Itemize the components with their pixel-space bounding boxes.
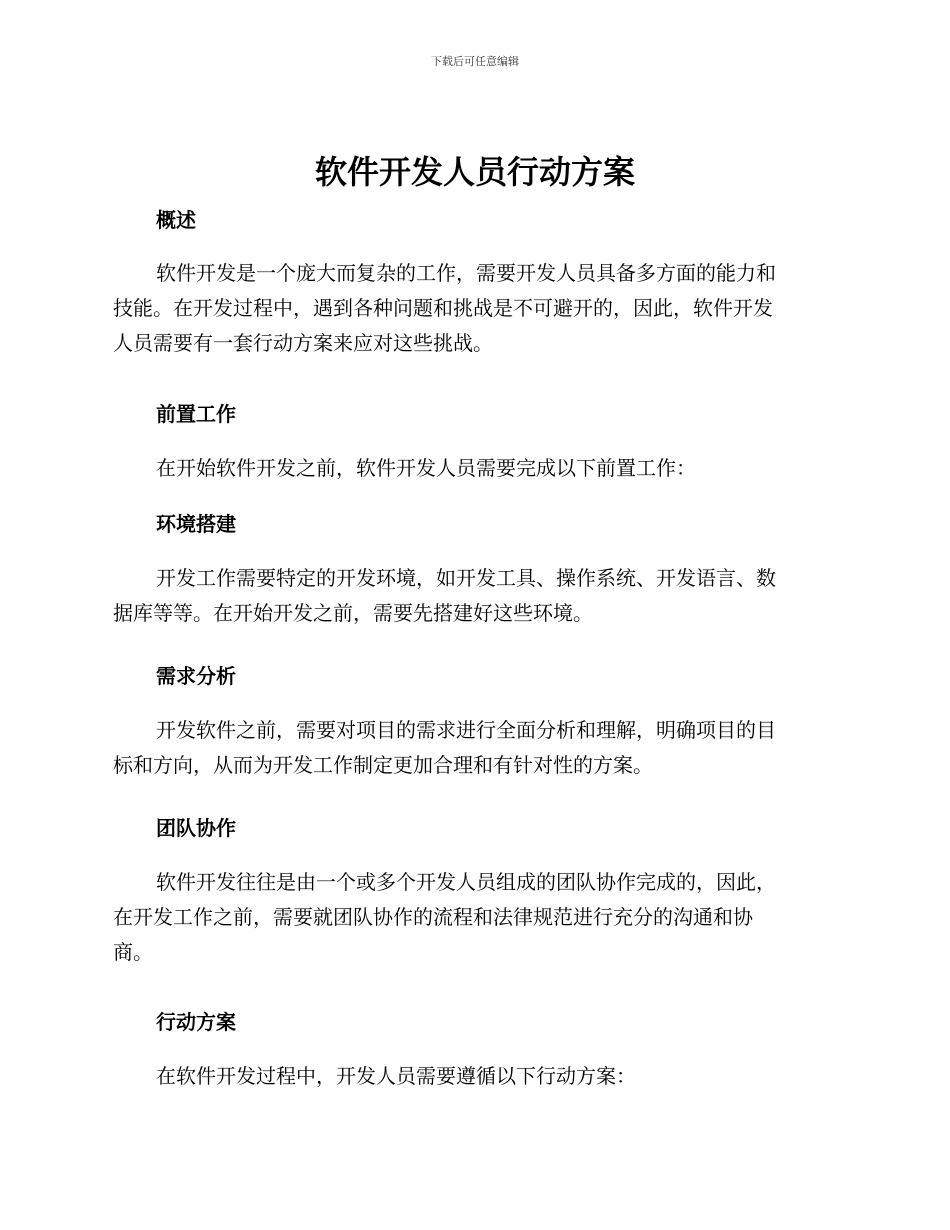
paragraph-line: 技能。在开发过程中，遇到各种问题和挑战是不可避开的，因此，软件开发 [113, 296, 773, 320]
section-heading-prerequisites: 前置工作 [156, 402, 236, 426]
section-heading-team-collaboration: 团队协作 [156, 816, 236, 840]
paragraph-line: 在开始软件开发之前，软件开发人员需要完成以下前置工作： [156, 456, 696, 480]
section-paragraph-overview [113, 256, 833, 361]
section-heading-requirements-analysis: 需求分析 [156, 664, 236, 688]
paragraph-line: 商。 [113, 940, 153, 964]
section-paragraph-prerequisites [113, 451, 833, 486]
paragraph-line: 在开发工作之前，需要就团队协作的流程和法律规范进行充分的沟通和协 [113, 905, 753, 929]
section-paragraph-action-plan [113, 1059, 833, 1094]
document-title: 软件开发人员行动方案 [314, 153, 635, 191]
paragraph-line: 人员需要有一套行动方案来应对这些挑战。 [113, 331, 493, 355]
paragraph-line: 据库等等。在开始开发之前，需要先搭建好这些环境。 [113, 601, 593, 625]
section-paragraph-environment-setup [113, 561, 833, 631]
section-paragraph-requirements-analysis [113, 713, 833, 783]
section-paragraph-team-collaboration [113, 865, 833, 970]
section-heading-overview: 概述 [156, 208, 196, 232]
paragraph-line: 在软件开发过程中，开发人员需要遵循以下行动方案： [156, 1064, 636, 1088]
paragraph-line: 标和方向，从而为开发工作制定更加合理和有针对性的方案。 [113, 753, 653, 777]
section-heading-action-plan: 行动方案 [156, 1010, 236, 1034]
paragraph-line: 开发工作需要特定的开发环境，如开发工具、操作系统、开发语言、数 [156, 566, 776, 590]
paragraph-line: 软件开发往往是由一个或多个开发人员组成的团队协作完成的，因此， [156, 870, 776, 894]
paragraph-line: 开发软件之前，需要对项目的需求进行全面分析和理解，明确项目的目 [156, 718, 776, 742]
paragraph-line: 软件开发是一个庞大而复杂的工作，需要开发人员具备多方面的能力和 [156, 261, 776, 285]
section-heading-environment-setup: 环境搭建 [156, 512, 236, 536]
header-note: 下载后可任意编辑 [431, 55, 519, 68]
